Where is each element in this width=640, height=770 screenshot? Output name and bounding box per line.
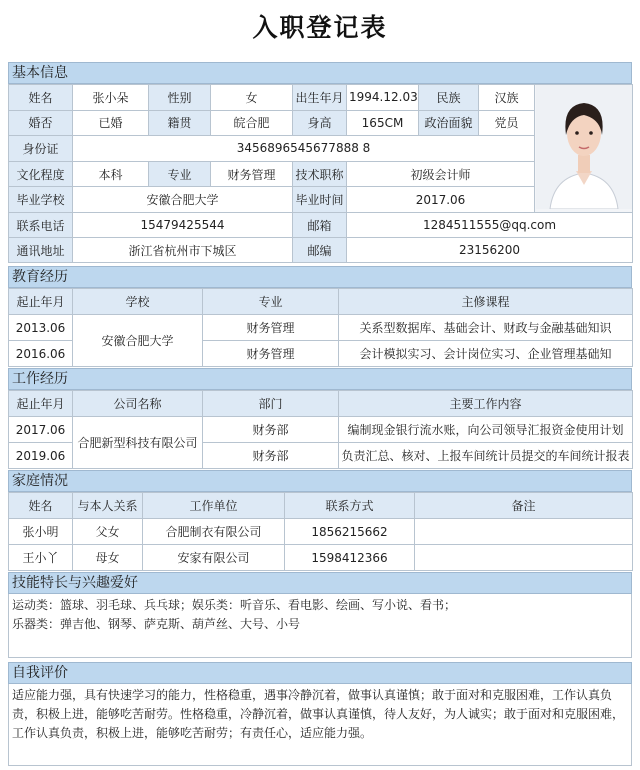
work-header-date: 起止年月 [9,391,73,417]
edu-header-school: 学校 [73,289,203,315]
family-relation: 母女 [73,545,143,571]
gender-value: 女 [211,85,293,111]
birth-value: 1994.12.03 [347,85,419,111]
school-label: 毕业学校 [9,187,73,213]
family-unit: 安家有限公司 [143,545,285,571]
address-label: 通讯地址 [9,238,73,263]
height-label: 身高 [293,110,347,136]
work-dept: 财务部 [203,443,339,469]
edu-major: 财务管理 [203,315,339,341]
work-header-dept: 部门 [203,391,339,417]
work-header-content: 主要工作内容 [339,391,633,417]
marital-value: 已婚 [73,110,149,136]
ethnic-value: 汉族 [479,85,535,111]
native-value: 皖合肥 [211,110,293,136]
skills-line-1: 运动类：篮球、羽毛球、兵乓球；娱乐类：听音乐、看电影、绘画、写小说、看书； [12,598,457,612]
family-table [8,492,633,571]
family-note [415,545,633,571]
id-label: 身份证 [9,136,73,162]
table-row [9,417,633,443]
native-label: 籍贯 [149,110,211,136]
work-content: 负责汇总、核对、上报车间统计员提交的车间统计报表 [339,443,633,469]
family-unit: 合肥制衣有限公司 [143,519,285,545]
work-header-company: 公司名称 [73,391,203,417]
work-content: 编制现金银行流水账，向公司领导汇报资金使用计划 [339,417,633,443]
family-relation: 父女 [73,519,143,545]
table-row [9,519,633,545]
family-name: 张小明 [9,519,73,545]
form-title: 入职登记表 [252,13,388,42]
edu-header-major: 专业 [203,289,339,315]
name-label: 姓名 [9,85,73,111]
education-table [8,288,633,367]
skills-line-2: 乐器类：弹吉他、钢琴、萨克斯、葫芦丝、大号、小号 [12,617,301,631]
family-phone: 1856215662 [285,519,415,545]
height-value: 165CM [347,110,419,136]
phone-label: 联系电话 [9,213,73,238]
table-row [9,315,633,341]
portrait-photo [536,85,632,209]
family-name: 王小丫 [9,545,73,571]
edu-courses: 关系型数据库、基础会计、财政与金融基础知识 [339,315,633,341]
work-table [8,390,633,469]
work-date: 2019.06 [9,443,73,469]
marital-label: 婚否 [9,110,73,136]
work-date: 2017.06 [9,417,73,443]
edu-date: 2016.06 [9,341,73,367]
zip-label: 邮编 [293,238,347,263]
gender-label: 性别 [149,85,211,111]
edu-header-courses: 主修课程 [339,289,633,315]
self-eval-text: 适应能力强，具有快速学习的能力，性格稳重，遇事冷静沉着，做事认真谨慎；敢于面对和克服困难，工作认真负责，积极上进，能够吃苦耐劳。性格稳重，冷静沉着，做事认真谨慎，待人友好，为人诚实；敢于面对和克服困难，工作认真负责，积极上进，能够吃苦耐劳；有责任心，适应能力强。 [8,684,632,766]
family-phone: 1598412366 [285,545,415,571]
name-value: 张小朵 [73,85,149,111]
edu-school: 安徽合肥大学 [73,315,203,367]
family-header-relation: 与本人关系 [73,493,143,519]
section-basic-info: 基本信息 [8,62,632,84]
edu-courses: 会计模拟实习、会计岗位实习、企业管理基础知 [339,341,633,367]
political-label: 政治面貌 [419,110,479,136]
major-label: 专业 [149,161,211,187]
edu-value: 本科 [73,161,149,187]
photo-cell [535,85,633,213]
skills-box [8,594,632,658]
grad-label: 毕业时间 [293,187,347,213]
major-value: 财务管理 [211,161,293,187]
grad-value: 2017.06 [347,187,535,213]
address-value: 浙江省杭州市下城区 [73,238,293,263]
family-note [415,519,633,545]
section-education: 教育经历 [8,266,632,288]
section-self-eval: 自我评价 [8,662,632,684]
email-label: 邮箱 [293,213,347,238]
family-header-note: 备注 [415,493,633,519]
ethnic-label: 民族 [419,85,479,111]
edu-major: 财务管理 [203,341,339,367]
section-skills: 技能特长与兴趣爱好 [8,572,632,594]
birth-label: 出生年月 [293,85,347,111]
school-value: 安徽合肥大学 [73,187,293,213]
edu-header-date: 起止年月 [9,289,73,315]
work-company: 合肥新型科技有限公司 [73,417,203,469]
zip-value: 23156200 [347,238,633,263]
edu-date: 2013.06 [9,315,73,341]
email-value: 1284511555@qq.com [347,213,633,238]
section-work: 工作经历 [8,368,632,390]
table-row [9,545,633,571]
political-value: 党员 [479,110,535,136]
work-dept: 财务部 [203,417,339,443]
phone-value: 15479425544 [73,213,293,238]
basic-info-table [8,84,633,263]
family-header-name: 姓名 [9,493,73,519]
family-header-unit: 工作单位 [143,493,285,519]
tech-title-label: 技术职称 [293,161,347,187]
family-header-phone: 联系方式 [285,493,415,519]
tech-title-value: 初级会计师 [347,161,535,187]
id-value: 3456896545677888 8 [73,136,535,162]
edu-label: 文化程度 [9,161,73,187]
section-family: 家庭情况 [8,470,632,492]
